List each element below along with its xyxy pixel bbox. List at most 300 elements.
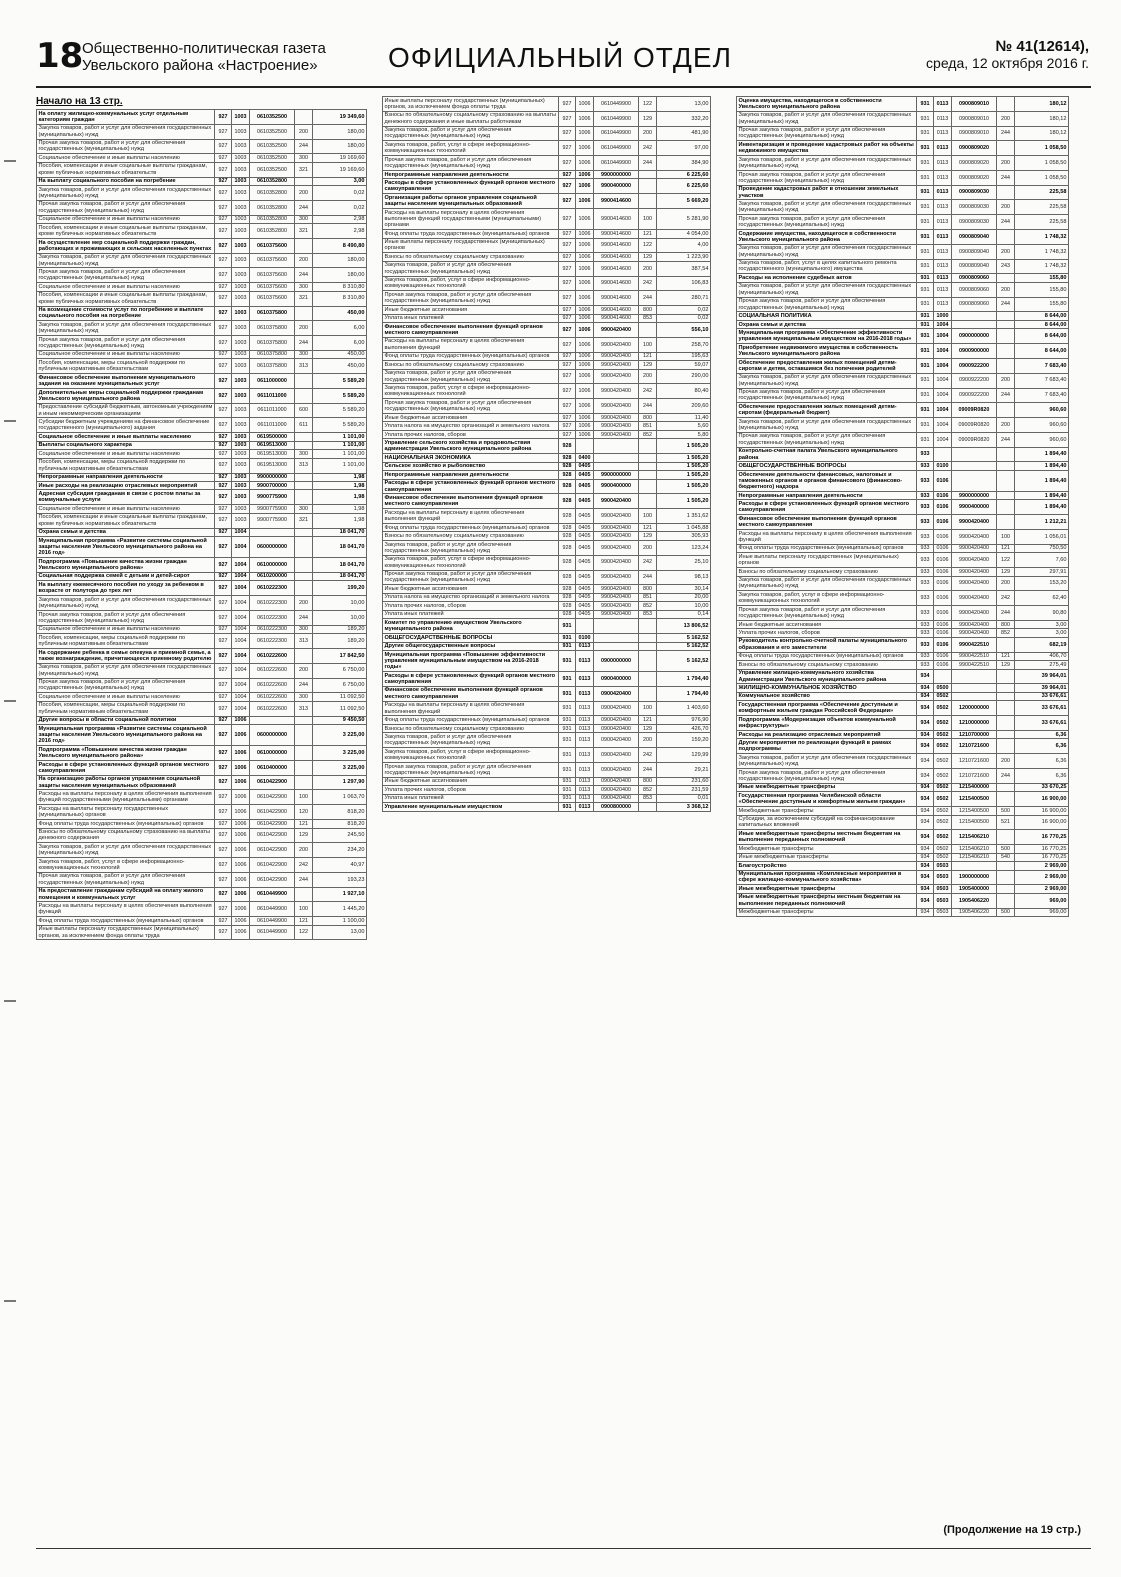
budget-table-2 <box>382 96 711 812</box>
cell-code-razdel: 1003 <box>232 473 250 481</box>
cell-code-tsel: 0900809010 <box>952 97 997 112</box>
cell-code-razdel: 1003 <box>232 513 250 528</box>
cell-item-name: Закупка товаров, работ и услуг для обеспечения государственных (муниципальных) нужд <box>737 754 917 769</box>
cell-code-ved: 927 <box>559 369 576 384</box>
cell-code-ved: 934 <box>917 684 934 692</box>
cell-code-tsel: 9900420400 <box>952 620 997 628</box>
cell-code-ved: 933 <box>917 637 934 652</box>
cell-code-ved: 927 <box>215 596 232 611</box>
cell-code-ved: 931 <box>917 244 934 259</box>
table-row <box>383 369 711 384</box>
cell-code-razdel: 1006 <box>232 828 250 843</box>
table-row <box>37 374 367 389</box>
cell-item-name: Пособия, компенсации и иные социальные выплаты гражданам, кроме публичных нормативных обязательств <box>37 162 215 177</box>
cell-code-tsel: 0610200000 <box>250 572 295 580</box>
cell-item-name: Муниципальная программа «Развитие системы социальной защиты населения Увельского муниципального района на 2016 год» <box>37 725 215 746</box>
cell-code-vid <box>997 312 1015 320</box>
cell-amount: 3,00 <box>1015 620 1069 628</box>
cell-code-tsel: 0900922200 <box>952 373 997 388</box>
cell-code-tsel: 9900420400 <box>594 422 639 430</box>
cell-amount: 4,00 <box>657 238 711 253</box>
table-row <box>37 513 367 528</box>
cell-code-razdel: 1006 <box>576 323 594 338</box>
cell-item-name: Социальное обеспечение и иные выплаты населению <box>37 625 215 633</box>
cell-code-vid: 200 <box>997 200 1015 215</box>
cell-amount: 155,80 <box>1015 274 1069 282</box>
cell-item-name: Руководитель контрольно-счетной палаты муниципального образования и его заместители <box>737 637 917 652</box>
cell-amount: 3,00 <box>1015 629 1069 637</box>
cell-item-name: Дополнительные меры социальной поддержки гражданам Увельского муниципального района <box>37 388 215 403</box>
cell-code-tsel: 0610222300 <box>250 634 295 649</box>
cell-amount: 387,54 <box>657 261 711 276</box>
cell-code-razdel: 1003 <box>232 441 250 449</box>
cell-code-ved: 927 <box>559 306 576 314</box>
cell-amount: 19 169,60 <box>313 154 367 162</box>
cell-code-tsel: 9900420400 <box>594 540 639 555</box>
cell-item-name: ОБЩЕГОСУДАРСТВЕННЫЕ ВОПРОСЫ <box>737 462 917 470</box>
cell-amount: 3 225,00 <box>313 725 367 746</box>
cell-code-ved: 927 <box>215 238 232 253</box>
cell-code-vid: 244 <box>639 291 657 306</box>
cell-amount: 155,80 <box>1015 297 1069 312</box>
cell-code-vid: 121 <box>295 917 313 925</box>
cell-code-razdel: 0113 <box>934 126 952 141</box>
cell-amount: 1,98 <box>313 513 367 528</box>
cell-code-ved: 927 <box>215 872 232 887</box>
cell-item-name: Подпрограмма «Повышение качества жизни граждан Увельского муниципального района» <box>37 558 215 573</box>
header-rule <box>36 86 1091 88</box>
cell-code-razdel: 0106 <box>934 491 952 499</box>
cell-item-name: Прочая закупка товаров, работ и услуг для обеспечения государственных (муниципальных) нужд <box>737 432 917 447</box>
cell-code-ved: 931 <box>559 794 576 802</box>
cell-item-name: Другие мероприятия по реализации функций в рамках подпрограммы <box>737 739 917 754</box>
cell-code-ved: 927 <box>215 790 232 805</box>
cell-amount: 450,00 <box>313 306 367 321</box>
cell-code-vid: 242 <box>639 748 657 763</box>
cell-code-ved: 927 <box>559 413 576 421</box>
cell-code-razdel: 0503 <box>934 893 952 908</box>
table-row <box>37 481 367 489</box>
cell-code-ved: 927 <box>559 111 576 126</box>
table-row <box>37 433 367 441</box>
cell-code-vid <box>295 887 313 902</box>
cell-amount: 750,50 <box>1015 544 1069 552</box>
cell-code-ved: 934 <box>917 815 934 830</box>
cell-code-vid: 200 <box>997 418 1015 433</box>
cell-code-vid <box>295 306 313 321</box>
cell-code-vid <box>295 775 313 790</box>
table-row <box>737 792 1069 807</box>
cell-code-tsel: 0900809020 <box>952 156 997 171</box>
cell-code-razdel: 1006 <box>232 925 250 940</box>
cell-code-vid <box>997 692 1015 700</box>
cell-amount: 1 223,90 <box>657 253 711 261</box>
table-row <box>383 634 711 642</box>
cell-code-vid <box>997 701 1015 716</box>
cell-code-vid: 242 <box>639 555 657 570</box>
cell-code-tsel: 1905406220 <box>952 908 997 916</box>
cell-amount: 1 505,20 <box>657 462 711 470</box>
cell-code-vid: 321 <box>295 162 313 177</box>
cell-code-vid: 244 <box>639 570 657 585</box>
cell-item-name: Прочая закупка товаров, работ и услуг для обеспечения государственных (муниципальных) нужд <box>37 200 215 215</box>
cell-code-razdel: 0113 <box>576 777 594 785</box>
cell-item-name: Иные расходы на реализацию отраслевых мероприятий <box>37 481 215 489</box>
cell-code-razdel: 0113 <box>576 733 594 748</box>
cell-item-name: Закупка товаров, работ, услуг в сфере информационно-коммуникационных технологий <box>383 276 559 291</box>
cell-code-tsel: 9900420400 <box>594 413 639 421</box>
table-row <box>737 553 1069 568</box>
cell-amount: 6,00 <box>313 321 367 336</box>
cell-code-razdel: 1003 <box>232 110 250 125</box>
cell-code-ved: 933 <box>917 620 934 628</box>
cell-amount: 1 748,32 <box>1015 259 1069 274</box>
cell-code-razdel: 1004 <box>232 634 250 649</box>
cell-amount: 960,60 <box>1015 418 1069 433</box>
cell-amount: 234,20 <box>313 843 367 858</box>
table-row <box>37 215 367 223</box>
cell-code-razdel: 1003 <box>232 154 250 162</box>
cell-code-razdel: 0106 <box>934 530 952 545</box>
cell-amount: 195,63 <box>657 352 711 360</box>
cell-code-razdel: 1003 <box>232 124 250 139</box>
cell-code-ved: 931 <box>559 651 576 672</box>
cell-code-vid: 200 <box>639 369 657 384</box>
cell-code-tsel: 9900414600 <box>594 314 639 322</box>
cell-code-tsel: 9900414600 <box>594 306 639 314</box>
cell-code-tsel: 0610375800 <box>250 359 295 374</box>
cell-code-vid <box>639 194 657 209</box>
cell-code-tsel: 9900420400 <box>952 544 997 552</box>
table-row <box>383 585 711 593</box>
cell-code-razdel: 0405 <box>576 610 594 618</box>
cell-amount: 10,00 <box>313 596 367 611</box>
table-row <box>737 568 1069 576</box>
cell-amount: 1 894,40 <box>1015 491 1069 499</box>
cell-code-ved: 933 <box>917 470 934 491</box>
issue-info <box>926 38 1089 71</box>
cell-code-razdel: 1006 <box>576 369 594 384</box>
cell-code-tsel: 0610375800 <box>250 336 295 351</box>
cell-code-razdel: 1006 <box>576 352 594 360</box>
cell-code-ved: 928 <box>559 524 576 532</box>
cell-code-vid: 321 <box>295 513 313 528</box>
cell-code-tsel: 1215400500 <box>952 815 997 830</box>
cell-item-name: Уплата прочих налогов, сборов <box>737 629 917 637</box>
cell-code-razdel: 0113 <box>934 185 952 200</box>
cell-item-name: Взносы по обязательному социальному страхованию <box>383 253 559 261</box>
cell-code-tsel: 9900420400 <box>952 591 997 606</box>
cell-code-razdel: 0113 <box>576 642 594 650</box>
cell-code-ved: 927 <box>215 843 232 858</box>
cell-code-tsel: 9900414600 <box>594 253 639 261</box>
cell-item-name: Закупка товаров, работ и услуг для обеспечения государственных (муниципальных) нужд <box>383 540 559 555</box>
cell-item-name: На содержание ребенка в семье опекуна и приемной семье, а также вознаграждение, причитающееся приемному родителю <box>37 648 215 663</box>
cell-code-ved: 927 <box>559 238 576 253</box>
cell-item-name: Другие вопросы в области социальной политики <box>37 716 215 724</box>
cell-code-ved: 931 <box>917 215 934 230</box>
cell-code-vid <box>997 491 1015 499</box>
cell-code-vid: 100 <box>639 337 657 352</box>
table-row <box>737 126 1069 141</box>
cell-code-vid: 611 <box>295 418 313 433</box>
page-header <box>36 34 1091 84</box>
cell-code-vid: 200 <box>639 733 657 748</box>
cell-code-ved: 928 <box>559 439 576 454</box>
cell-code-vid <box>295 528 313 536</box>
cell-code-tsel: 0610422900 <box>250 858 295 873</box>
cell-code-ved: 931 <box>917 403 934 418</box>
table-row <box>383 413 711 421</box>
cell-item-name: Закупка товаров, работ и услуг для обеспечения государственных (муниципальных) нужд <box>737 373 917 388</box>
cell-code-tsel: 0900809040 <box>952 259 997 274</box>
cell-code-vid <box>295 388 313 403</box>
cell-code-ved: 931 <box>559 642 576 650</box>
cell-code-vid <box>997 870 1015 885</box>
table-row <box>37 154 367 162</box>
cell-amount: 1 212,21 <box>1015 515 1069 530</box>
cell-code-tsel: 0610375800 <box>250 350 295 358</box>
cell-item-name: Социальное обеспечение и иные выплаты населению <box>37 350 215 358</box>
table-row <box>383 471 711 479</box>
cell-code-ved: 927 <box>215 925 232 940</box>
cell-code-vid <box>997 447 1015 462</box>
cell-code-tsel: 9900422510 <box>952 652 997 660</box>
cell-amount: 6 750,00 <box>313 678 367 693</box>
cell-code-ved: 931 <box>917 274 934 282</box>
cell-code-ved: 927 <box>215 663 232 678</box>
cell-code-vid <box>997 792 1015 807</box>
cell-amount: 1 505,20 <box>657 479 711 494</box>
cell-code-tsel: 9900420400 <box>594 610 639 618</box>
cell-code-tsel: 9900420400 <box>594 555 639 570</box>
cell-code-tsel: 0900922200 <box>952 358 997 373</box>
cell-code-ved: 927 <box>559 179 576 194</box>
cell-amount: 290,00 <box>657 369 711 384</box>
cell-code-razdel: 1004 <box>934 358 952 373</box>
table-row <box>383 716 711 724</box>
cell-code-vid: 129 <box>997 568 1015 576</box>
cell-code-ved: 928 <box>559 585 576 593</box>
cell-amount: 11,40 <box>657 413 711 421</box>
cell-amount: 19 349,60 <box>313 110 367 125</box>
cell-code-vid: 244 <box>295 268 313 283</box>
cell-amount: 16 770,25 <box>1015 830 1069 845</box>
cell-item-name: Управление сельского хозяйства и продовольствия администрации Увельского муниципального района <box>383 439 559 454</box>
cell-amount: 0,02 <box>657 306 711 314</box>
cell-code-tsel: 0610222300 <box>250 596 295 611</box>
cell-amount: 1 101,00 <box>313 433 367 441</box>
cell-code-tsel <box>594 439 639 454</box>
cell-code-vid <box>295 581 313 596</box>
cell-code-ved: 927 <box>559 97 576 112</box>
cell-item-name: Обеспечение предоставления жилых помещений детям-сиротам (федеральный бюджет) <box>737 403 917 418</box>
cell-code-vid: 100 <box>295 902 313 917</box>
cell-code-vid: 200 <box>295 843 313 858</box>
cell-amount: 199,20 <box>313 581 367 596</box>
cell-code-vid <box>997 862 1015 870</box>
cell-amount: 39 964,01 <box>1015 684 1069 692</box>
table-row <box>737 669 1069 684</box>
cell-item-name: Расходы в сфере установленных функций органов местного самоуправления <box>383 672 559 687</box>
cell-code-vid: 129 <box>997 661 1015 669</box>
cell-amount: 332,20 <box>657 111 711 126</box>
cell-code-vid <box>295 238 313 253</box>
table-row <box>737 701 1069 716</box>
table-row <box>383 238 711 253</box>
cell-amount: 5 162,52 <box>657 634 711 642</box>
cell-code-vid: 200 <box>295 663 313 678</box>
cell-code-tsel: 0900809030 <box>952 200 997 215</box>
cell-code-tsel: 0900000000 <box>952 329 997 344</box>
cell-code-razdel: 1003 <box>232 215 250 223</box>
cell-item-name: Взносы по обязательному социальному страхованию <box>383 532 559 540</box>
cell-amount: 13,00 <box>657 97 711 112</box>
cell-code-razdel: 1004 <box>232 678 250 693</box>
cell-code-ved: 934 <box>917 870 934 885</box>
cell-code-vid <box>295 537 313 558</box>
cell-code-vid <box>639 672 657 687</box>
cell-code-razdel: 1003 <box>232 403 250 418</box>
cell-code-tsel: 0610375600 <box>250 291 295 306</box>
cell-item-name: Финансовое обеспечение выполнения функций органов местного самоуправления <box>383 686 559 701</box>
cell-code-razdel: 1006 <box>576 361 594 369</box>
table-row <box>37 760 367 775</box>
cell-code-razdel: 1004 <box>232 625 250 633</box>
cell-amount: 6,36 <box>1015 739 1069 754</box>
cell-code-vid: 244 <box>295 610 313 625</box>
cell-code-razdel: 1006 <box>576 291 594 306</box>
footer-rule <box>36 1548 1091 1549</box>
cell-code-tsel: 0610352800 <box>250 215 295 223</box>
cell-item-name: Иные межбюджетные трансферты местным бюджетам на выполнение переданных полномочий <box>737 830 917 845</box>
cell-code-ved: 927 <box>215 350 232 358</box>
cell-code-tsel: 0610222600 <box>250 663 295 678</box>
cell-code-razdel: 1006 <box>576 208 594 229</box>
cell-code-razdel <box>576 619 594 634</box>
table-row <box>383 701 711 716</box>
cell-amount: 1 063,70 <box>313 790 367 805</box>
cell-code-vid <box>997 462 1015 470</box>
cell-code-ved: 927 <box>215 820 232 828</box>
cell-code-ved: 931 <box>559 786 576 794</box>
cell-item-name: Муниципальная программа «Комплексные мероприятия в сфере жилищно-коммунального хозяйства» <box>737 870 917 885</box>
column-1 <box>36 96 366 940</box>
cell-amount: 5,80 <box>657 430 711 438</box>
cell-code-razdel: 0405 <box>576 585 594 593</box>
table-row <box>737 97 1069 112</box>
cell-code-tsel: 1210000000 <box>952 716 997 731</box>
cell-amount: 682,19 <box>1015 637 1069 652</box>
cell-code-tsel: 0610422900 <box>250 805 295 820</box>
cell-code-vid: 853 <box>639 610 657 618</box>
cell-item-name: Выплаты социального характера <box>37 441 215 449</box>
cell-code-vid <box>295 177 313 185</box>
cell-code-razdel: 0106 <box>934 470 952 491</box>
cell-item-name: Непрограммные направления деятельности <box>37 473 215 481</box>
cell-code-vid <box>997 185 1015 200</box>
cell-code-tsel: 9900420400 <box>594 384 639 399</box>
cell-code-vid: 121 <box>639 230 657 238</box>
cell-code-ved: 931 <box>917 200 934 215</box>
cell-item-name: Уплата прочих налогов, сборов <box>383 430 559 438</box>
cell-code-tsel: 0610222300 <box>250 610 295 625</box>
cell-code-tsel <box>952 320 997 328</box>
cell-item-name: Закупка товаров, работ и услуг для обеспечения государственных (муниципальных) нужд <box>737 244 917 259</box>
cell-code-razdel: 1003 <box>232 162 250 177</box>
cell-item-name: НАЦИОНАЛЬНАЯ ЭКОНОМИКА <box>383 454 559 462</box>
table-row <box>383 323 711 338</box>
cell-code-razdel: 0405 <box>576 479 594 494</box>
cell-item-name: Межбюджетные трансферты <box>737 908 917 916</box>
cell-code-ved: 931 <box>917 141 934 156</box>
cell-item-name: Прочая закупка товаров, работ и услуг для обеспечения государственных (муниципальных) нужд <box>383 291 559 306</box>
cell-item-name: Государственная программа «Обеспечение доступным и комфортным жильем граждан Российской Федерации» <box>737 701 917 716</box>
cell-amount: 6,36 <box>1015 768 1069 783</box>
cell-amount: 8 490,80 <box>313 238 367 253</box>
cell-item-name: Субсидии, за исключением субсидий на софинансирование капитальных вложений <box>737 815 917 830</box>
cell-code-vid: 800 <box>639 777 657 785</box>
cell-code-tsel: 9900420400 <box>594 494 639 509</box>
cell-code-tsel: 0610375600 <box>250 253 295 268</box>
cell-code-tsel: 9900000000 <box>594 170 639 178</box>
cell-code-ved: 927 <box>215 124 232 139</box>
table-row <box>37 139 367 154</box>
cell-code-ved: 934 <box>917 716 934 731</box>
cell-code-tsel: 0900420400 <box>594 748 639 763</box>
cell-code-razdel: 0113 <box>934 141 952 156</box>
cell-code-ved: 931 <box>917 156 934 171</box>
cell-code-ved: 931 <box>917 126 934 141</box>
cell-amount: 1,98 <box>313 473 367 481</box>
cell-code-razdel: 0405 <box>576 494 594 509</box>
cell-code-vid: 121 <box>639 352 657 360</box>
cell-item-name: Расходы на выплаты персоналу в целях обеспечения выполнения функций <box>737 530 917 545</box>
cell-code-ved: 927 <box>559 194 576 209</box>
table-row <box>383 337 711 352</box>
table-row <box>737 530 1069 545</box>
cell-code-ved: 928 <box>559 471 576 479</box>
cell-item-name: Иные бюджетные ассигнования <box>383 777 559 785</box>
cell-code-ved: 927 <box>559 361 576 369</box>
cell-code-ved: 928 <box>559 509 576 524</box>
budget-table-3 <box>736 96 1069 917</box>
cell-code-razdel: 1006 <box>576 261 594 276</box>
cell-code-tsel: 0610449900 <box>250 902 295 917</box>
cell-code-razdel: 0405 <box>576 471 594 479</box>
cell-code-vid: 852 <box>639 786 657 794</box>
cell-item-name: Фонд оплаты труда государственных (муниципальных) органов <box>383 716 559 724</box>
cell-item-name: Расходы на выплаты персоналу в целях обеспечения выполнения функций <box>383 337 559 352</box>
cell-code-tsel <box>952 470 997 491</box>
cell-amount: 16 900,00 <box>1015 792 1069 807</box>
cell-amount: 1 505,20 <box>657 494 711 509</box>
cell-code-vid: 313 <box>295 458 313 473</box>
cell-code-razdel: 0405 <box>576 509 594 524</box>
cell-code-tsel: 0900809040 <box>952 244 997 259</box>
cell-code-ved: 928 <box>559 494 576 509</box>
cell-code-vid: 121 <box>295 820 313 828</box>
cell-code-ved: 927 <box>215 177 232 185</box>
cell-code-razdel: 1004 <box>934 432 952 447</box>
cell-code-razdel: 0113 <box>576 762 594 777</box>
cell-code-razdel: 1006 <box>232 872 250 887</box>
table-row <box>37 283 367 291</box>
cell-code-razdel: 0502 <box>934 853 952 861</box>
cell-code-razdel: 1004 <box>934 373 952 388</box>
cell-item-name: Инвентаризация и проведение кадастровых работ на объекты недвижимого имущества <box>737 141 917 156</box>
table-row <box>383 126 711 141</box>
